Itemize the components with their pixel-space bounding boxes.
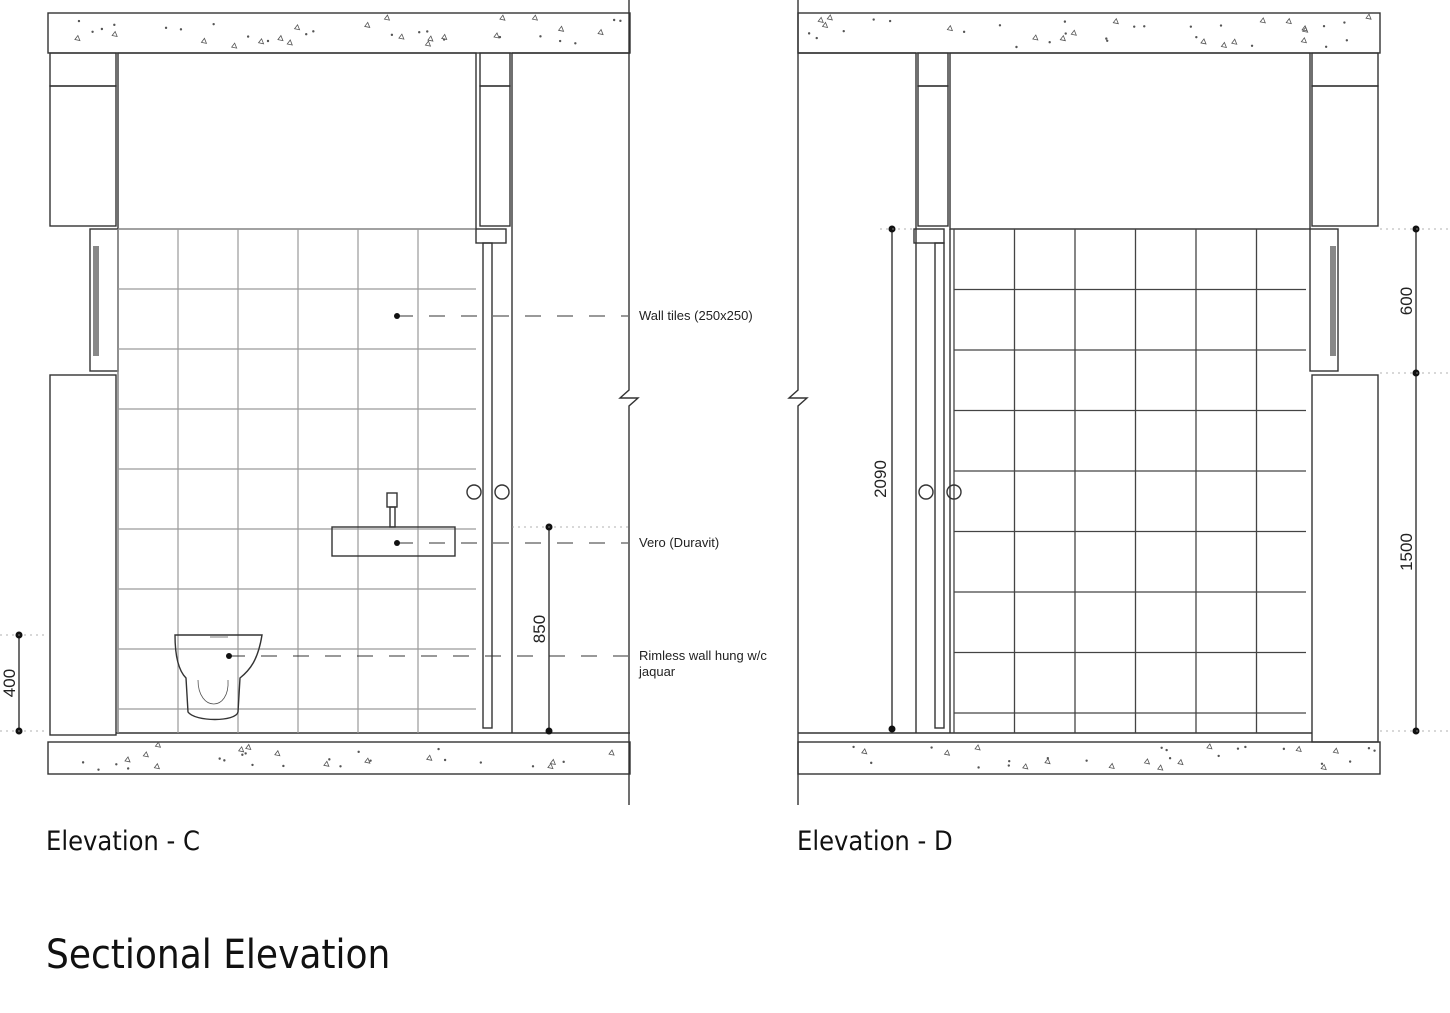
aggregate-mark [862,749,867,754]
aggregate-mark [1106,38,1108,40]
aggregate-mark [201,38,206,43]
wall-tiles-label: Wall tiles (250x250) [639,308,753,323]
aggregate-mark [278,36,283,41]
aggregate-mark [438,748,440,750]
aggregate-mark [1333,748,1338,753]
aggregate-mark [1221,42,1226,47]
aggregate-mark [245,753,247,755]
aggregate-mark [180,29,182,31]
aggregate-mark [559,26,564,31]
aggregate-mark [1245,746,1247,748]
aggregate-mark [1201,39,1206,44]
aggregate-mark [287,40,292,45]
partition-head [476,229,506,243]
dimension-400-label: 400 [0,668,19,698]
aggregate-mark [365,22,370,27]
window-glass [1330,246,1336,356]
aggregate-mark [154,764,159,769]
wc-label: Rimless wall hung w/c [639,648,767,663]
aggregate-mark [1296,746,1301,751]
aggregate-mark [1346,39,1348,41]
aggregate-mark [532,15,537,20]
wall-hung-wc [175,635,262,720]
aggregate-mark [246,744,251,749]
aggregate-mark [384,15,389,20]
aggregate-mark [823,22,828,27]
wall-section-hatch [1312,86,1378,226]
aggregate-mark [1166,749,1168,751]
elevation-d-title: Elevation - D [797,826,953,857]
aggregate-mark [550,759,555,764]
dimension-1500-label: 1500 [1397,533,1416,571]
aggregate-mark [827,15,832,20]
aggregate-mark [340,765,342,767]
aggregate-mark [444,759,446,761]
aggregate-mark [931,747,933,749]
floor-slab [48,742,630,774]
aggregate-mark [92,31,94,33]
aggregate-mark [1109,763,1114,768]
aggregate-mark [365,758,370,763]
aggregate-mark [808,33,810,35]
elevation-c [0,0,767,857]
aggregate-mark [999,24,1001,26]
aggregate-mark [1045,759,1050,764]
wall-section-hatch [50,86,116,226]
aggregate-mark [143,752,148,757]
aggregate-mark [1220,25,1222,27]
aggregate-mark [116,764,118,766]
dimension-850-label: 850 [530,614,549,644]
window-glass [93,246,99,356]
aggregate-mark [873,19,875,21]
glass-partition [483,243,492,728]
lintel-block [1312,53,1378,86]
aggregate-mark [1218,755,1220,757]
aggregate-mark [947,26,952,31]
aggregate-mark [224,760,226,762]
aggregate-mark [1049,41,1051,43]
aggregate-mark [252,764,254,766]
wall-section-hatch [918,86,948,226]
aggregate-mark [305,33,307,35]
aggregate-mark [75,36,80,41]
aggregate-mark [500,15,505,20]
aggregate-mark [480,762,482,764]
aggregate-mark [127,768,129,770]
floor-slab [798,742,1380,774]
aggregate-mark [219,758,221,760]
aggregate-mark [1106,40,1108,42]
ceiling-slab [48,13,630,53]
door-handle [467,485,481,499]
wc-label-brand: jaquar [639,664,676,679]
aggregate-mark [889,20,891,22]
aggregate-mark [267,40,269,42]
lintel-block [918,53,948,86]
aggregate-mark [1033,35,1038,40]
aggregate-mark [232,43,237,48]
aggregate-mark [1374,750,1376,752]
tap [387,493,397,507]
aggregate-mark [499,36,501,38]
aggregate-mark [1301,38,1306,43]
aggregate-mark [313,31,315,33]
aggregate-mark [870,762,872,764]
aggregate-mark [427,755,432,760]
aggregate-mark [816,37,818,39]
aggregate-mark [944,750,949,755]
aggregate-mark [418,31,420,33]
wall-tile-grid [954,229,1306,733]
aggregate-mark [82,762,84,764]
break-line [620,0,638,805]
wash-basin [332,527,455,556]
glass-partition [935,243,944,728]
aggregate-mark [1071,30,1076,35]
aggregate-mark [563,761,565,763]
break-line [789,0,807,805]
aggregate-mark [1260,18,1265,23]
aggregate-mark [1023,764,1028,769]
aggregate-mark [1344,22,1346,24]
ceiling-void [118,53,476,229]
aggregate-mark [1321,763,1323,765]
aggregate-mark [442,34,447,39]
aggregate-mark [575,42,577,44]
aggregate-mark [975,745,980,750]
aggregate-mark [1190,26,1192,28]
aggregate-mark [559,40,561,42]
concrete-aggregate-marks [75,15,621,48]
aggregate-mark [1251,45,1253,47]
aggregate-mark [1064,21,1066,23]
aggregate-mark [425,41,430,46]
aggregate-mark [1008,765,1010,767]
aggregate-mark [1368,747,1370,749]
elevation-c-title: Elevation - C [46,826,200,857]
aggregate-mark [78,20,80,22]
aggregate-mark [532,766,534,768]
aggregate-mark [125,757,130,762]
aggregate-mark [426,31,428,33]
aggregate-mark [259,39,264,44]
aggregate-mark [1016,46,1018,48]
ceiling-void [950,53,1310,229]
aggregate-mark [598,30,603,35]
aggregate-mark [239,747,244,752]
concrete-aggregate-marks [808,14,1371,48]
aggregate-mark [358,751,360,753]
aggregate-mark [1169,757,1171,759]
aggregate-mark [399,34,404,39]
aggregate-mark [1366,14,1371,19]
dimension-2090-label: 2090 [871,460,890,498]
aggregate-mark [1144,759,1149,764]
aggregate-mark [213,23,215,25]
drawing-title: Sectional Elevation [46,932,391,978]
aggregate-mark [1286,19,1291,24]
aggregate-mark [609,750,614,755]
aggregate-mark [1143,25,1145,27]
dimension-600-label: 600 [1397,286,1416,316]
aggregate-mark [101,28,103,30]
aggregate-mark [1060,36,1065,41]
aggregate-mark [1133,26,1135,28]
wall-section-hatch [480,86,510,226]
aggregate-mark [1158,765,1163,770]
aggregate-mark [1349,761,1351,763]
aggregate-mark [1086,760,1088,762]
aggregate-mark [818,17,823,22]
wall-section-hatch [1312,375,1378,742]
aggregate-mark [324,761,329,766]
aggregate-mark [114,24,116,26]
aggregate-mark [391,34,393,36]
aggregate-mark [853,746,855,748]
aggregate-mark [1237,748,1239,750]
basin-label: Vero (Duravit) [639,535,720,550]
aggregate-mark [165,27,167,29]
aggregate-mark [155,742,160,747]
aggregate-mark [283,765,285,767]
aggregate-mark [275,751,280,756]
door-handle [919,485,933,499]
aggregate-mark [1065,33,1067,35]
lintel-block [50,53,116,86]
aggregate-mark [1178,760,1183,765]
aggregate-mark [295,25,300,30]
aggregate-mark [98,769,100,771]
concrete-aggregate-marks [82,742,614,770]
aggregate-mark [620,20,622,22]
aggregate-mark [963,31,965,33]
aggregate-mark [494,33,499,38]
aggregate-mark [540,36,542,38]
ceiling-slab [798,13,1380,53]
aggregate-mark [1196,36,1198,38]
partition-head [914,229,944,243]
aggregate-mark [843,30,845,32]
aggregate-mark [1207,744,1212,749]
concrete-aggregate-marks [853,744,1376,770]
wall-section-hatch [50,375,116,735]
aggregate-mark [242,754,244,756]
aggregate-mark [1161,747,1163,749]
aggregate-mark [1232,39,1237,44]
aggregate-mark [329,759,331,761]
door-handle [495,485,509,499]
aggregate-mark [428,36,433,41]
aggregate-mark [1113,19,1118,24]
aggregate-mark [1325,46,1327,48]
elevation-d [789,0,1450,857]
aggregate-mark [978,767,980,769]
aggregate-mark [1323,25,1325,27]
aggregate-mark [1283,748,1285,750]
aggregate-mark [247,36,249,38]
wall-tile-grid [118,229,476,733]
aggregate-mark [112,32,117,37]
lintel-block [480,53,510,86]
aggregate-mark [370,760,372,762]
aggregate-mark [548,764,553,769]
aggregate-mark [1321,765,1326,770]
aggregate-mark [1008,760,1010,762]
aggregate-mark [613,19,615,21]
